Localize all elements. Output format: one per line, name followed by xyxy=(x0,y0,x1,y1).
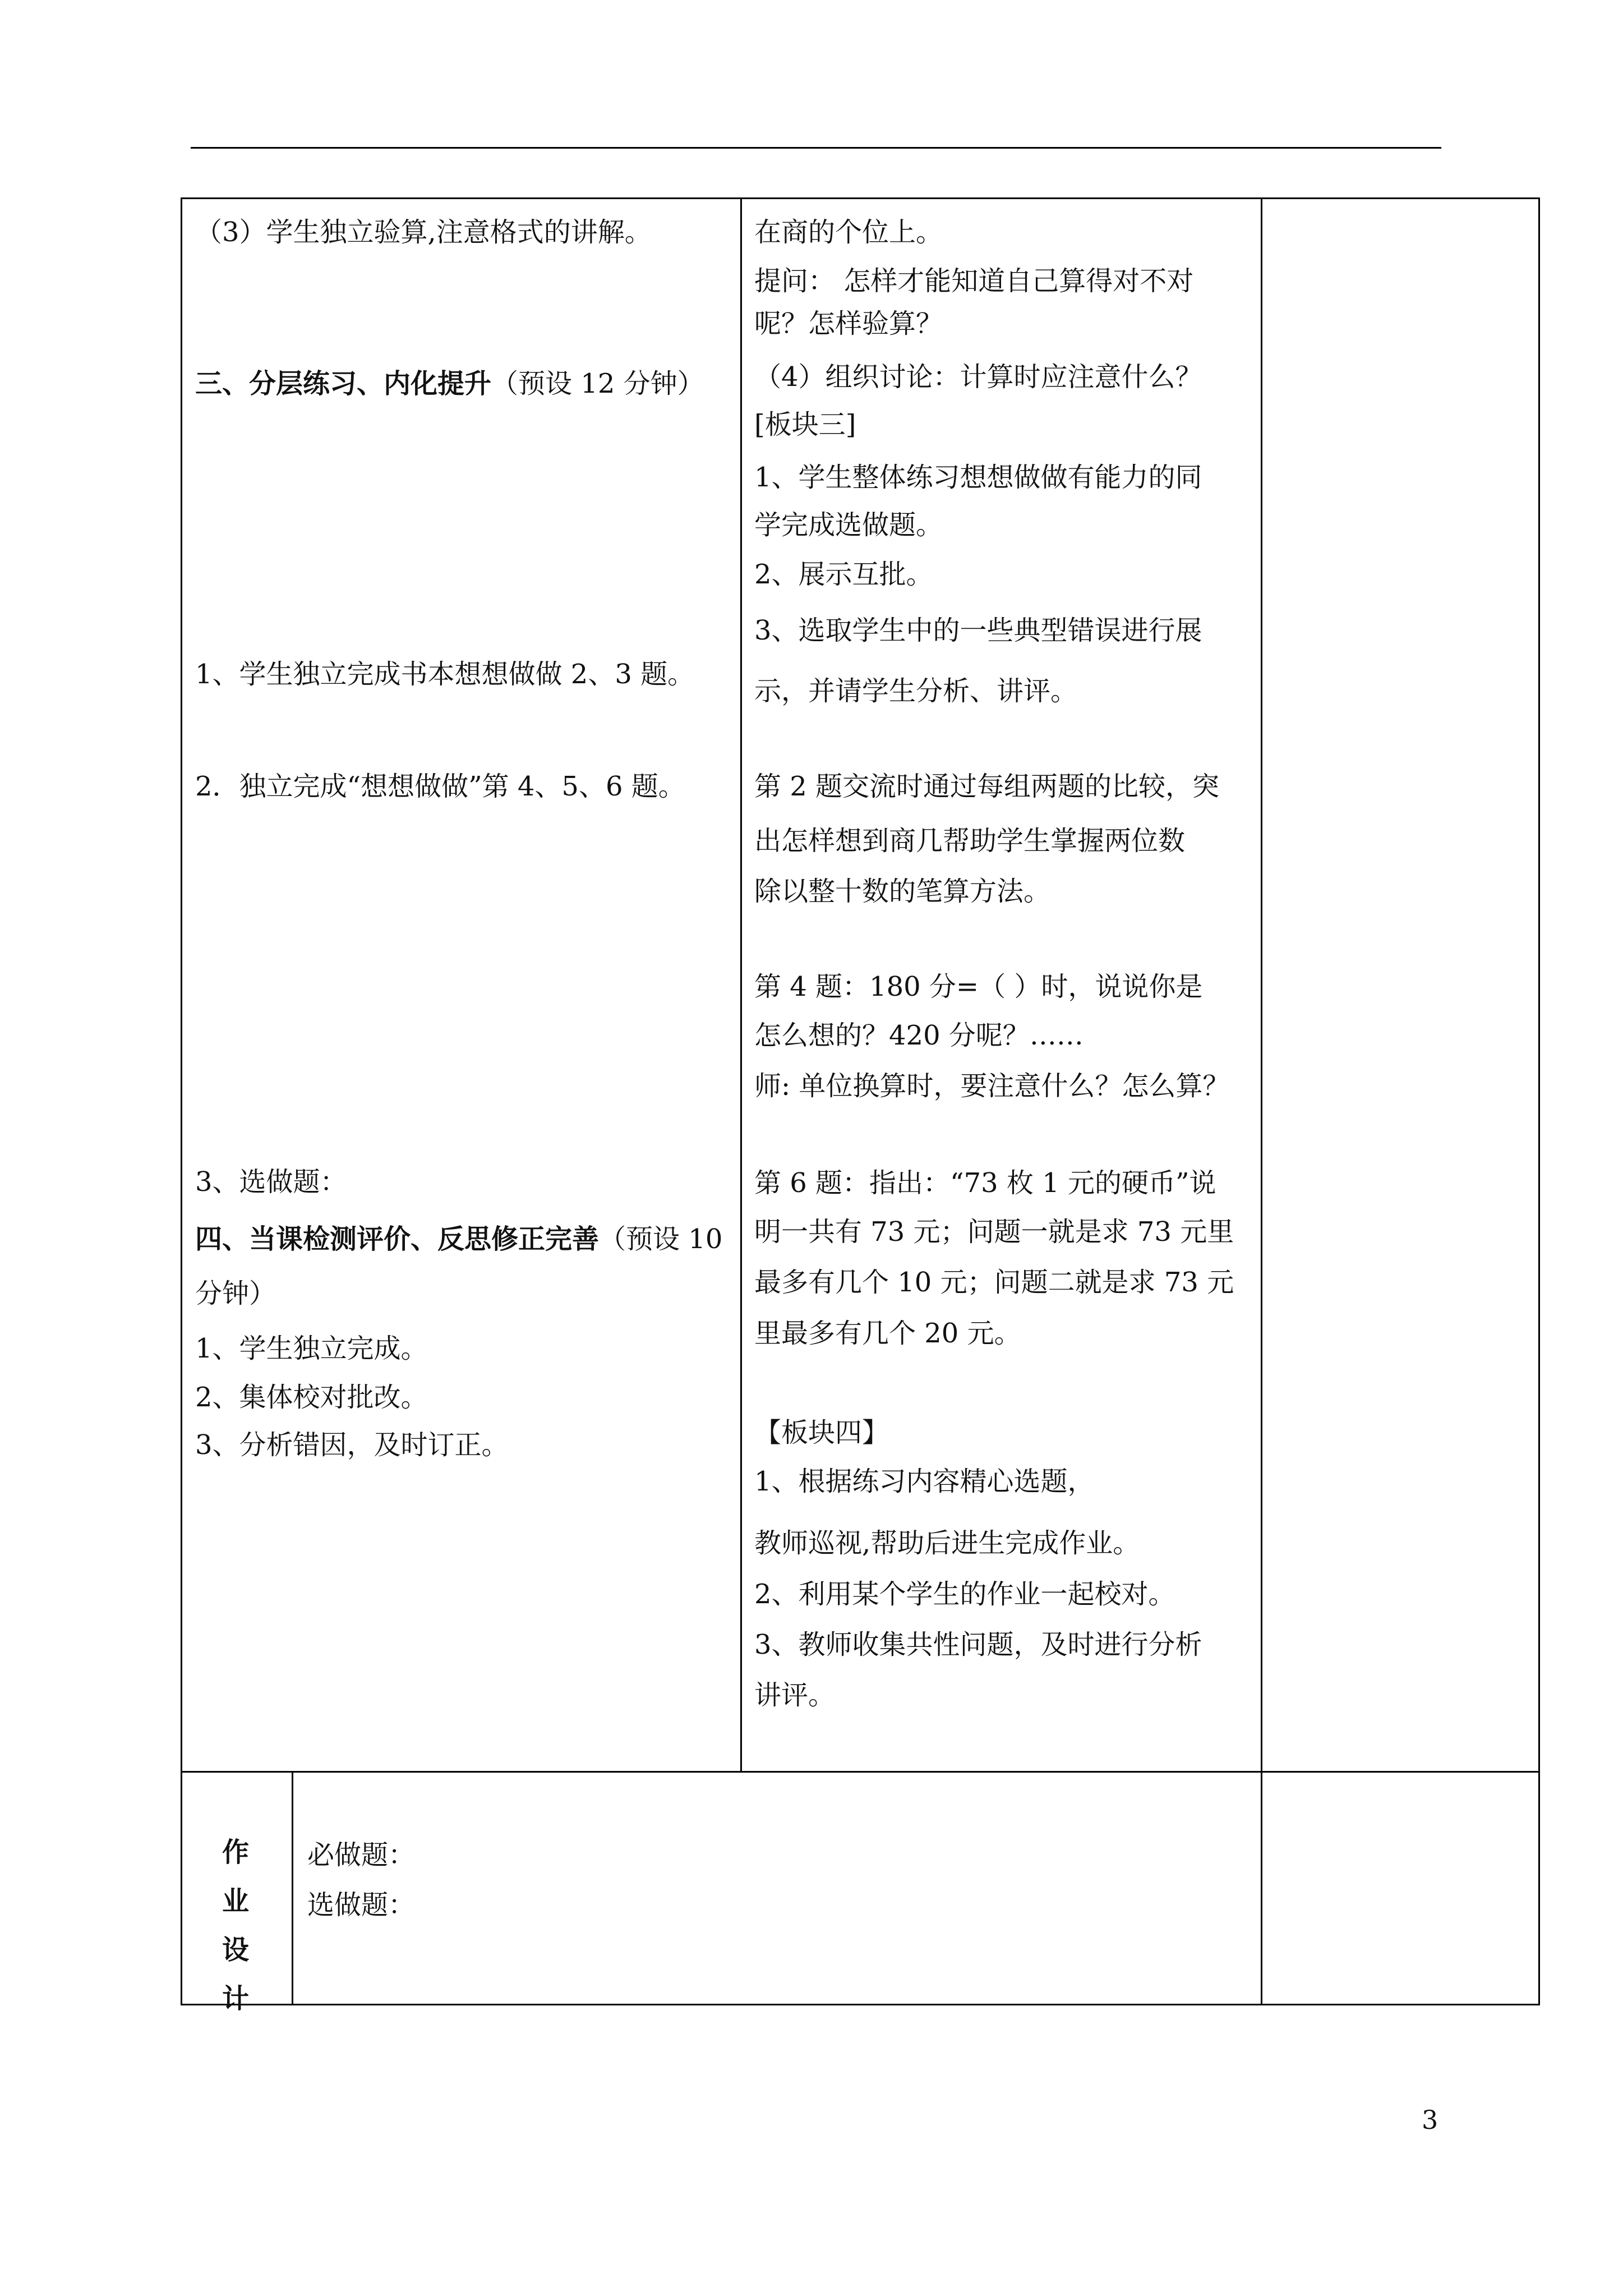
left-line-minutes: 分钟） xyxy=(195,1278,276,1309)
homework-label-char-2: 业 xyxy=(222,1885,249,1917)
mid-line-14: 第 4 题：180 分=（ ）时，说说你是 xyxy=(754,971,1203,1002)
homework-label-char-4: 计 xyxy=(222,1983,249,2014)
section-three-heading xyxy=(195,370,704,397)
mid-line-17: 第 6 题：指出：“73 枚 1 元的硬币”说 xyxy=(754,1167,1216,1199)
homework-optional: 选做题： xyxy=(307,1889,416,1921)
left-line-exercise-1: 1、学生独立完成书本想想做做 2、3 题。 xyxy=(195,659,695,690)
homework-required: 必做题： xyxy=(307,1839,416,1871)
mid-line-19: 最多有几个 10 元；问题二就是求 73 元 xyxy=(754,1267,1234,1298)
mid-line-12: 出怎样想到商几帮助学生掌握两位数 xyxy=(754,825,1186,857)
left-line-verification: （3）学生独立验算,注意格式的讲解。 xyxy=(195,217,652,248)
left-line-step-3: 3、分析错因，及时订正。 xyxy=(195,1429,509,1461)
left-line-exercise-2: 2．独立完成“想想做做”第 4、5、6 题。 xyxy=(195,771,685,802)
column-divider-left xyxy=(740,197,742,1773)
mid-line-18: 明一共有 73 元；问题一就是求 73 元里 xyxy=(754,1216,1234,1248)
mid-line-1: 在商的个位上。 xyxy=(754,217,943,248)
left-line-step-2: 2、集体校对批改。 xyxy=(195,1382,428,1413)
homework-label-divider xyxy=(292,1771,293,2005)
mid-line-7: 学完成选做题。 xyxy=(754,509,943,541)
mid-line-6: 1、学生整体练习想想做做有能力的同 xyxy=(754,462,1202,493)
section-four-heading xyxy=(195,1223,723,1255)
mid-line-13: 除以整十数的笔算方法。 xyxy=(754,876,1051,907)
mid-line-20: 里最多有几个 20 元。 xyxy=(754,1318,1021,1349)
mid-line-4: （4）组织讨论：计算时应注意什么？ xyxy=(754,361,1202,393)
mid-line-21: 【板块四】 xyxy=(754,1417,889,1448)
mid-line-11: 第 2 题交流时通过每组两题的比较，突 xyxy=(754,771,1220,802)
homework-label-char-1: 作 xyxy=(222,1837,249,1868)
left-line-optional: 3、选做题： xyxy=(195,1166,347,1198)
mid-line-5: [板块三] xyxy=(754,409,856,440)
column-divider-right xyxy=(1261,197,1262,2005)
header-rule xyxy=(191,147,1441,149)
section-three-time: （预设 12 分钟） xyxy=(491,368,704,399)
mid-line-2: 提问： 怎样才能知道自己算得对不对 xyxy=(754,265,1194,297)
section-four-time: （预设 10 xyxy=(599,1223,723,1255)
mid-line-16: 师: 单位换算时，要注意什么？怎么算？ xyxy=(754,1070,1230,1102)
mid-line-25: 3、教师收集共性问题，及时进行分析 xyxy=(754,1629,1202,1660)
section-three-title: 三、分层练习、内化提升 xyxy=(195,368,492,399)
homework-label-char-3: 设 xyxy=(222,1934,249,1966)
section-four-title: 四、当课检测评价、反思修正完善 xyxy=(195,1223,600,1255)
mid-line-23: 教师巡视,帮助后进生完成作业。 xyxy=(754,1527,1140,1559)
page-number: 3 xyxy=(1422,2105,1438,2135)
mid-line-15: 怎么想的？420 分呢？…… xyxy=(754,1020,1083,1051)
mid-line-9: 3、选取学生中的一些典型错误进行展 xyxy=(754,615,1202,646)
mid-line-8: 2、展示互批。 xyxy=(754,559,933,590)
mid-line-22: 1、根据练习内容精心选题， xyxy=(754,1466,1095,1497)
mid-line-3: 呢？怎样验算？ xyxy=(754,308,943,339)
mid-line-10: 示，并请学生分析、讲评。 xyxy=(754,675,1078,707)
left-line-step-1: 1、学生独立完成。 xyxy=(195,1333,428,1364)
mid-line-24: 2、利用某个学生的作业一起校对。 xyxy=(754,1579,1175,1610)
row-divider xyxy=(181,1771,1540,1773)
mid-line-26: 讲评。 xyxy=(754,1680,836,1711)
